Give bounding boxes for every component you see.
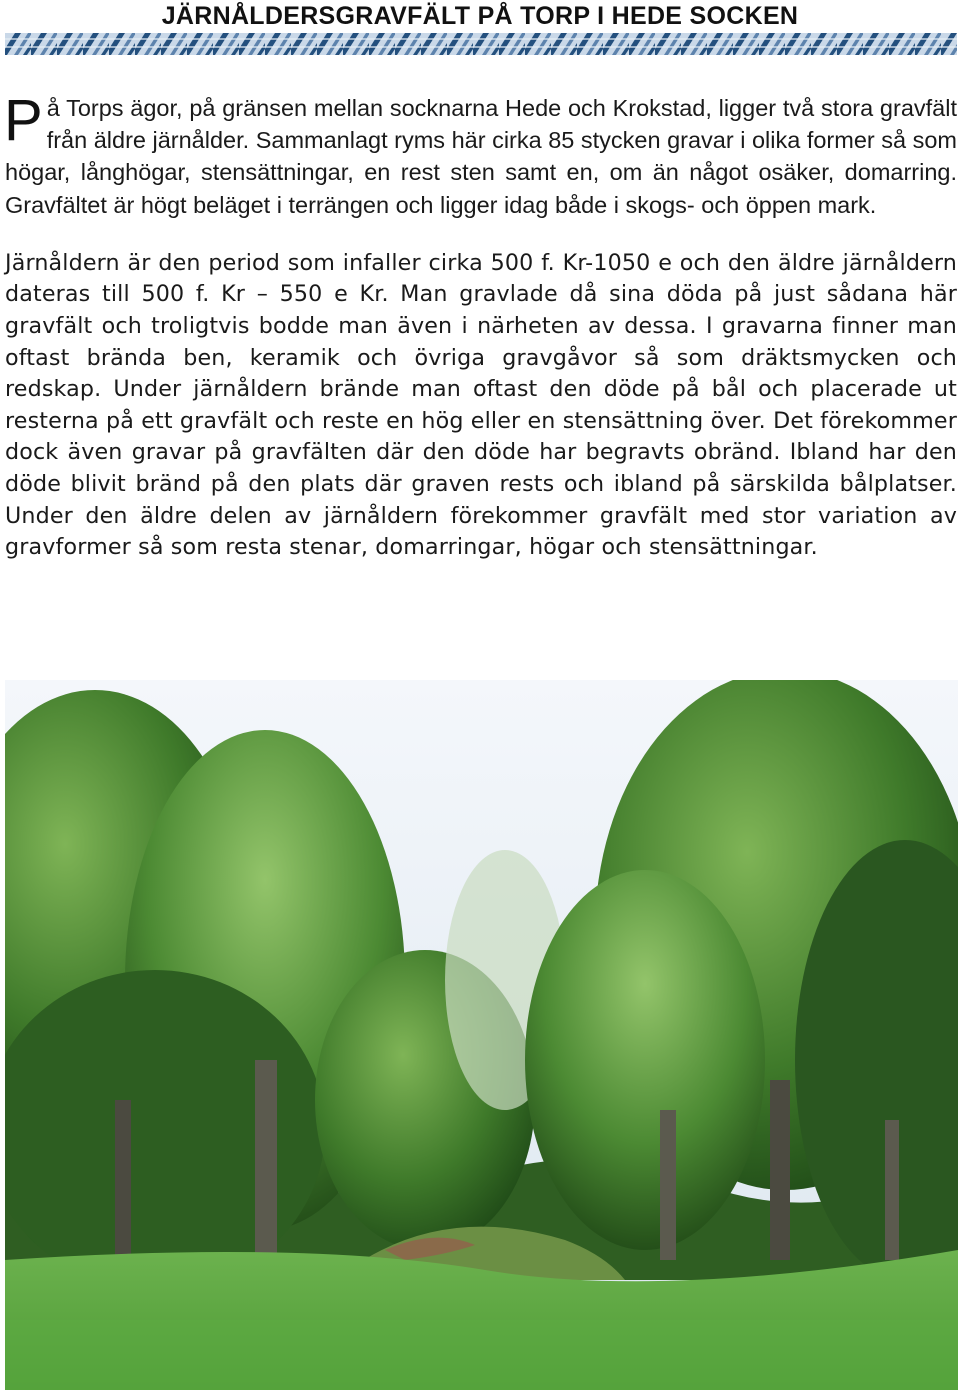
decorative-banner (5, 33, 957, 55)
intro-paragraph (4, 88, 958, 221)
page-title: JÄRNÅLDERSGRAVFÄLT PÅ TORP I HEDE SOCKEN (161, 2, 799, 30)
article-body (4, 88, 958, 564)
landscape-photo (5, 680, 958, 1390)
body-paragraph: Järnåldern är den period som infaller cirka 500 f. Kr-1050 e och den äldre järnåldern dateras till 500 f. Kr – 550 e Kr. Man gravlade då sina döda på just sådana här gravfält och troligtvis bodde man även i närheten av dessa. I gravarna finner man oftast brända ben, keramik och övriga gravgåvor så som dräktsmycken och redskap. Under järnåldern brände man oftast den döde på bål och placerade ut resterna på ett gravfält och reste en hög eller en stensättning över. Det förekommer dock även gravar på gravfälten där den döde har begravts obränd. Ibland har den döde blivit bränd på den plats där graven rests och ibland på särskilda bålplatser. Under den äldre delen av järnåldern förekommer gravfält med stor variation av gravformer så som resta stenar, domarringar, högar och stensättningar. (5, 249, 957, 561)
intro-text: å Torps ägor, på gränsen mellan socknarna Hede och Krokstad, ligger två stora gravfält från äldre järnålder. Sammanlagt ryms här cirka 85 stycken gravar i olika former så som högar, långhögar, stensättningar, en rest sten samt en, om än något osäker, domarring. Gravfältet är högt beläget i terrängen och ligger idag både i skogs- och öppen mark. (5, 95, 958, 218)
drop-cap: P (4, 88, 43, 153)
